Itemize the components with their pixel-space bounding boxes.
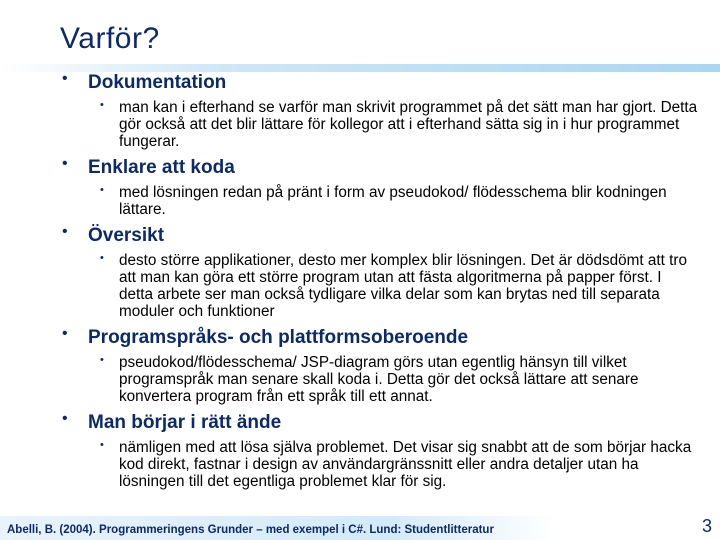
sub-bullet-oversikt (58, 252, 698, 320)
sub-bullet-text: man kan i efterhand se varför man skrivit programmet på det sätt man har gjort. Detta gör också att det blir lättare för kollegor att i efterhand sätta sig in i hur programmet fungerar. (119, 99, 698, 150)
bullet-heading: Programspråks- och plattformsoberoende (88, 327, 469, 348)
sub-bullet-dokumentation (58, 99, 698, 150)
bullet-programsprak (58, 325, 698, 351)
sub-bullet-programsprak (58, 354, 698, 405)
bullet-oversikt (58, 223, 698, 249)
sub-bullet-ratt-ande (58, 439, 698, 490)
sub-bullet-icon: • (100, 184, 104, 196)
bullet-enklare-att-koda (58, 155, 698, 181)
sub-bullet-icon: • (100, 99, 104, 111)
sub-bullet-icon: • (100, 252, 104, 264)
footer-bar (0, 516, 556, 540)
bullet-heading: Dokumentation (88, 72, 227, 93)
bullet-icon: • (62, 325, 68, 342)
bullet-icon: • (62, 70, 68, 87)
citation: Abelli, B. (2004). Programmeringens Grunder – med exempel i C#. Lund: Studentlitteratur (7, 524, 494, 536)
sub-bullet-enklare-att-koda (58, 184, 698, 218)
bullet-icon: • (62, 155, 68, 172)
slide-title: Varför? (60, 22, 160, 55)
bullet-icon: • (62, 223, 68, 240)
bullet-heading: Enklare att koda (88, 157, 235, 178)
page-number: 3 (701, 516, 712, 536)
bullet-icon: • (62, 410, 68, 427)
bullet-heading: Man börjar i rätt ände (88, 412, 282, 433)
bullet-dokumentation (58, 70, 698, 96)
sub-bullet-text: nämligen med att lösa själva problemet. Det visar sig snabbt att de som börjar hacka kod direkt, fastnar i design av användargränssnitt eller andra detaljer utan ha lösningen till det egentliga problemet klar för sig. (119, 439, 692, 490)
bullet-heading: Översikt (88, 225, 165, 246)
sub-bullet-text: med lösningen redan på pränt i form av pseudokod/ flödesschema blir kodningen lättare. (119, 184, 667, 218)
bullet-ratt-ande (58, 410, 698, 436)
sub-bullet-text: desto större applikationer, desto mer komplex blir lösningen. Det är dödsdömt att tro att man kan göra ett större program utan att fästa algoritmerna på papper först. I detta arbete ser man också tydligare vilka delar som kan brytas ned till separata moduler och funktioner (119, 252, 687, 320)
sub-bullet-icon: • (100, 354, 104, 366)
sub-bullet-icon: • (100, 439, 104, 451)
bullet-list (58, 70, 698, 495)
sub-bullet-text: pseudokod/flödesschema/ JSP-diagram görs utan egentlig hänsyn till vilket programspråk man senare skall koda i. Detta gör det också lättare att senare konvertera program från ett språk till ett annat. (119, 354, 639, 405)
